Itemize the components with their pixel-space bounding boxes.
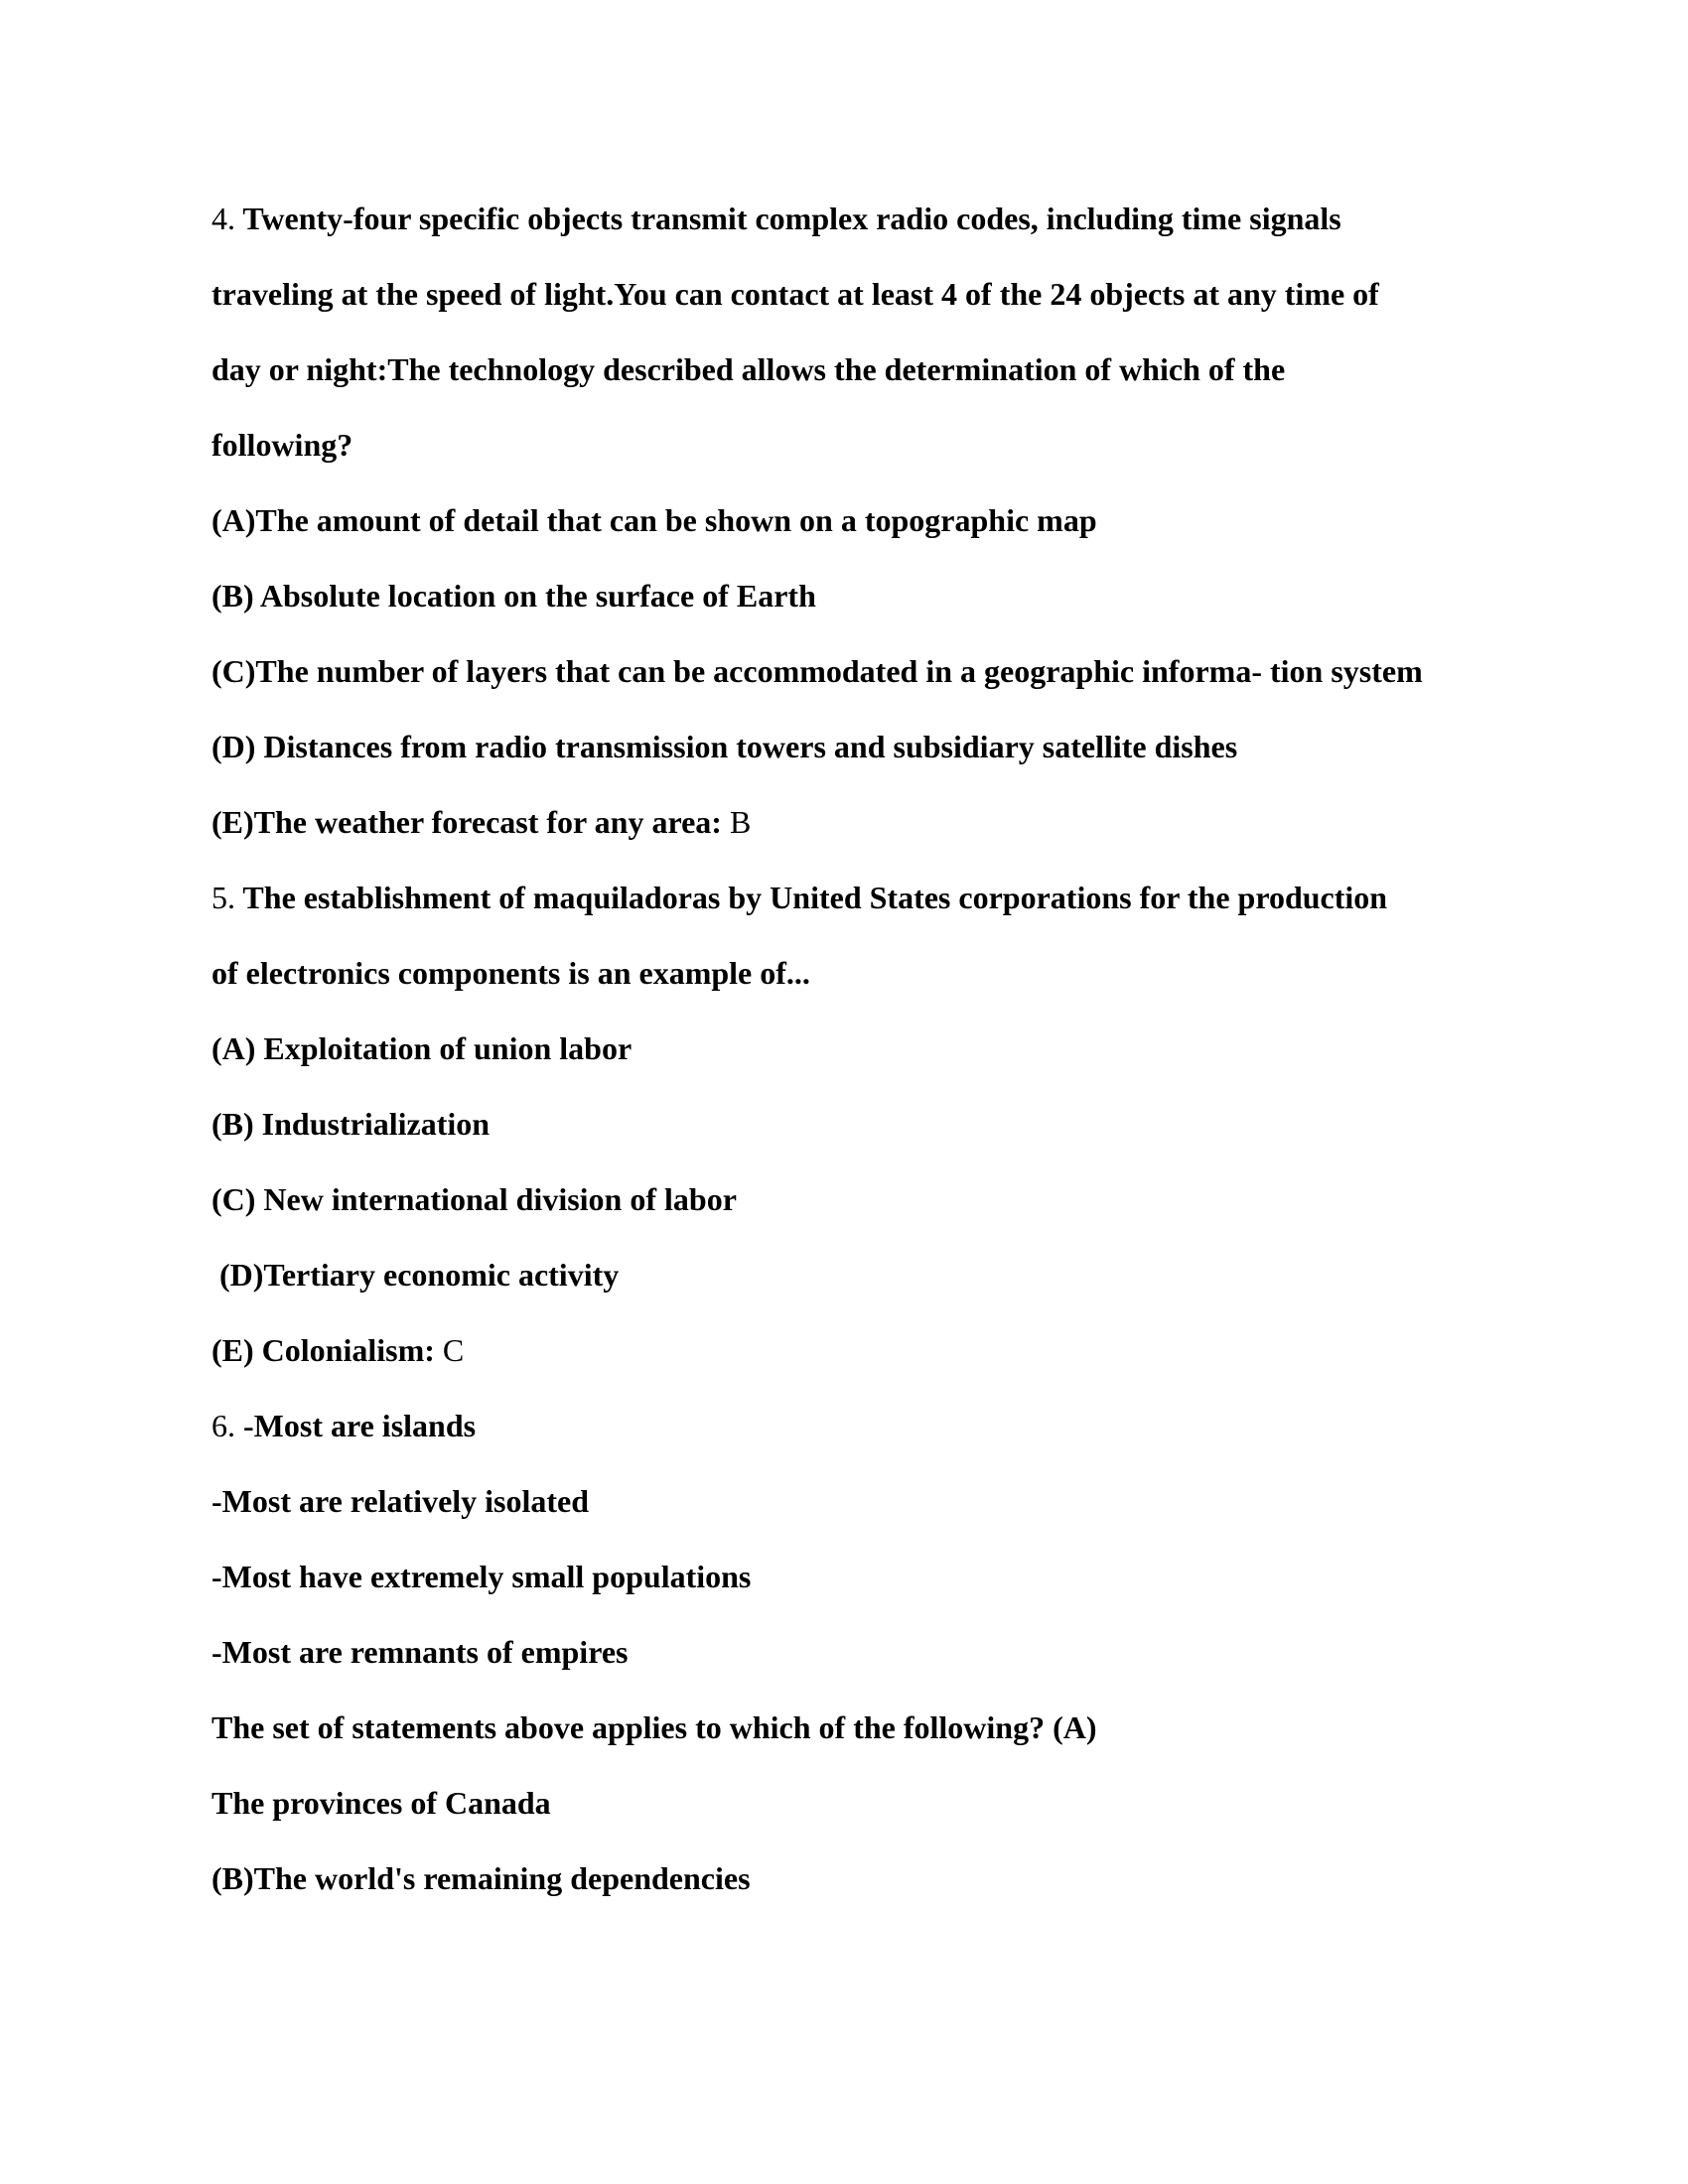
q6-statement-1 [211, 1406, 476, 1445]
q6-statement-text-1: -Most are islands [243, 1408, 477, 1443]
q4-option-c: (C)The number of layers that can be accommodated in a geographic informa- tion system [211, 653, 1423, 689]
q4-answer: B [729, 804, 752, 840]
q5-option-b: (B) Industrialization [211, 1106, 491, 1142]
q5-option-e [211, 1330, 464, 1370]
q4-option-e [211, 802, 751, 842]
q4-stem-line-1 [211, 199, 1341, 238]
q5-stem-line-1 [211, 878, 1387, 917]
q4-stem-line-2: traveling at the speed of light.You can contact at least 4 of the 24 objects at any time of [211, 276, 1379, 312]
q5-option-a: (A) Exploitation of union labor [211, 1030, 633, 1066]
q4-option-a: (A)The amount of detail that can be shown on a topographic map [211, 502, 1097, 538]
q4-stem-text-1: Twenty-four specific objects transmit complex radio codes, including time signals [242, 201, 1341, 236]
q6-statement-2: -Most are relatively isolated [211, 1483, 590, 1519]
q6-stem-line-2: The provinces of Canada [211, 1785, 551, 1821]
q4-number: 4. [211, 201, 235, 236]
q6-number: 6. [211, 1408, 235, 1443]
q4-option-d: (D) Distances from radio transmission towers and subsidiary satellite dishes [211, 729, 1238, 764]
q5-stem-line-2: of electronics components is an example of... [211, 955, 810, 991]
q5-option-d: (D)Tertiary economic activity [211, 1257, 620, 1293]
q4-stem-line-3: day or night:The technology described allows the determination of which of the [211, 351, 1286, 387]
q6-stem-line-1: The set of statements above applies to which of the following? (A) [211, 1709, 1097, 1745]
q4-stem-line-4: following? [211, 427, 353, 463]
q6-statement-4: -Most are remnants of empires [211, 1634, 629, 1670]
q6-statement-3: -Most have extremely small populations [211, 1559, 752, 1594]
q4-option-e-text: (E)The weather forecast for any area: [211, 804, 722, 840]
q5-option-e-text: (E) Colonialism: [211, 1332, 435, 1368]
q5-number: 5. [211, 880, 235, 915]
q4-option-b: (B) Absolute location on the surface of Earth [211, 578, 816, 614]
q5-stem-text-1: The establishment of maquiladoras by United States corporations for the production [242, 880, 1388, 915]
q5-answer: C [442, 1332, 465, 1368]
q5-option-c: (C) New international division of labor [211, 1181, 737, 1217]
q6-stem-line-3: (B)The world's remaining dependencies [211, 1860, 751, 1896]
